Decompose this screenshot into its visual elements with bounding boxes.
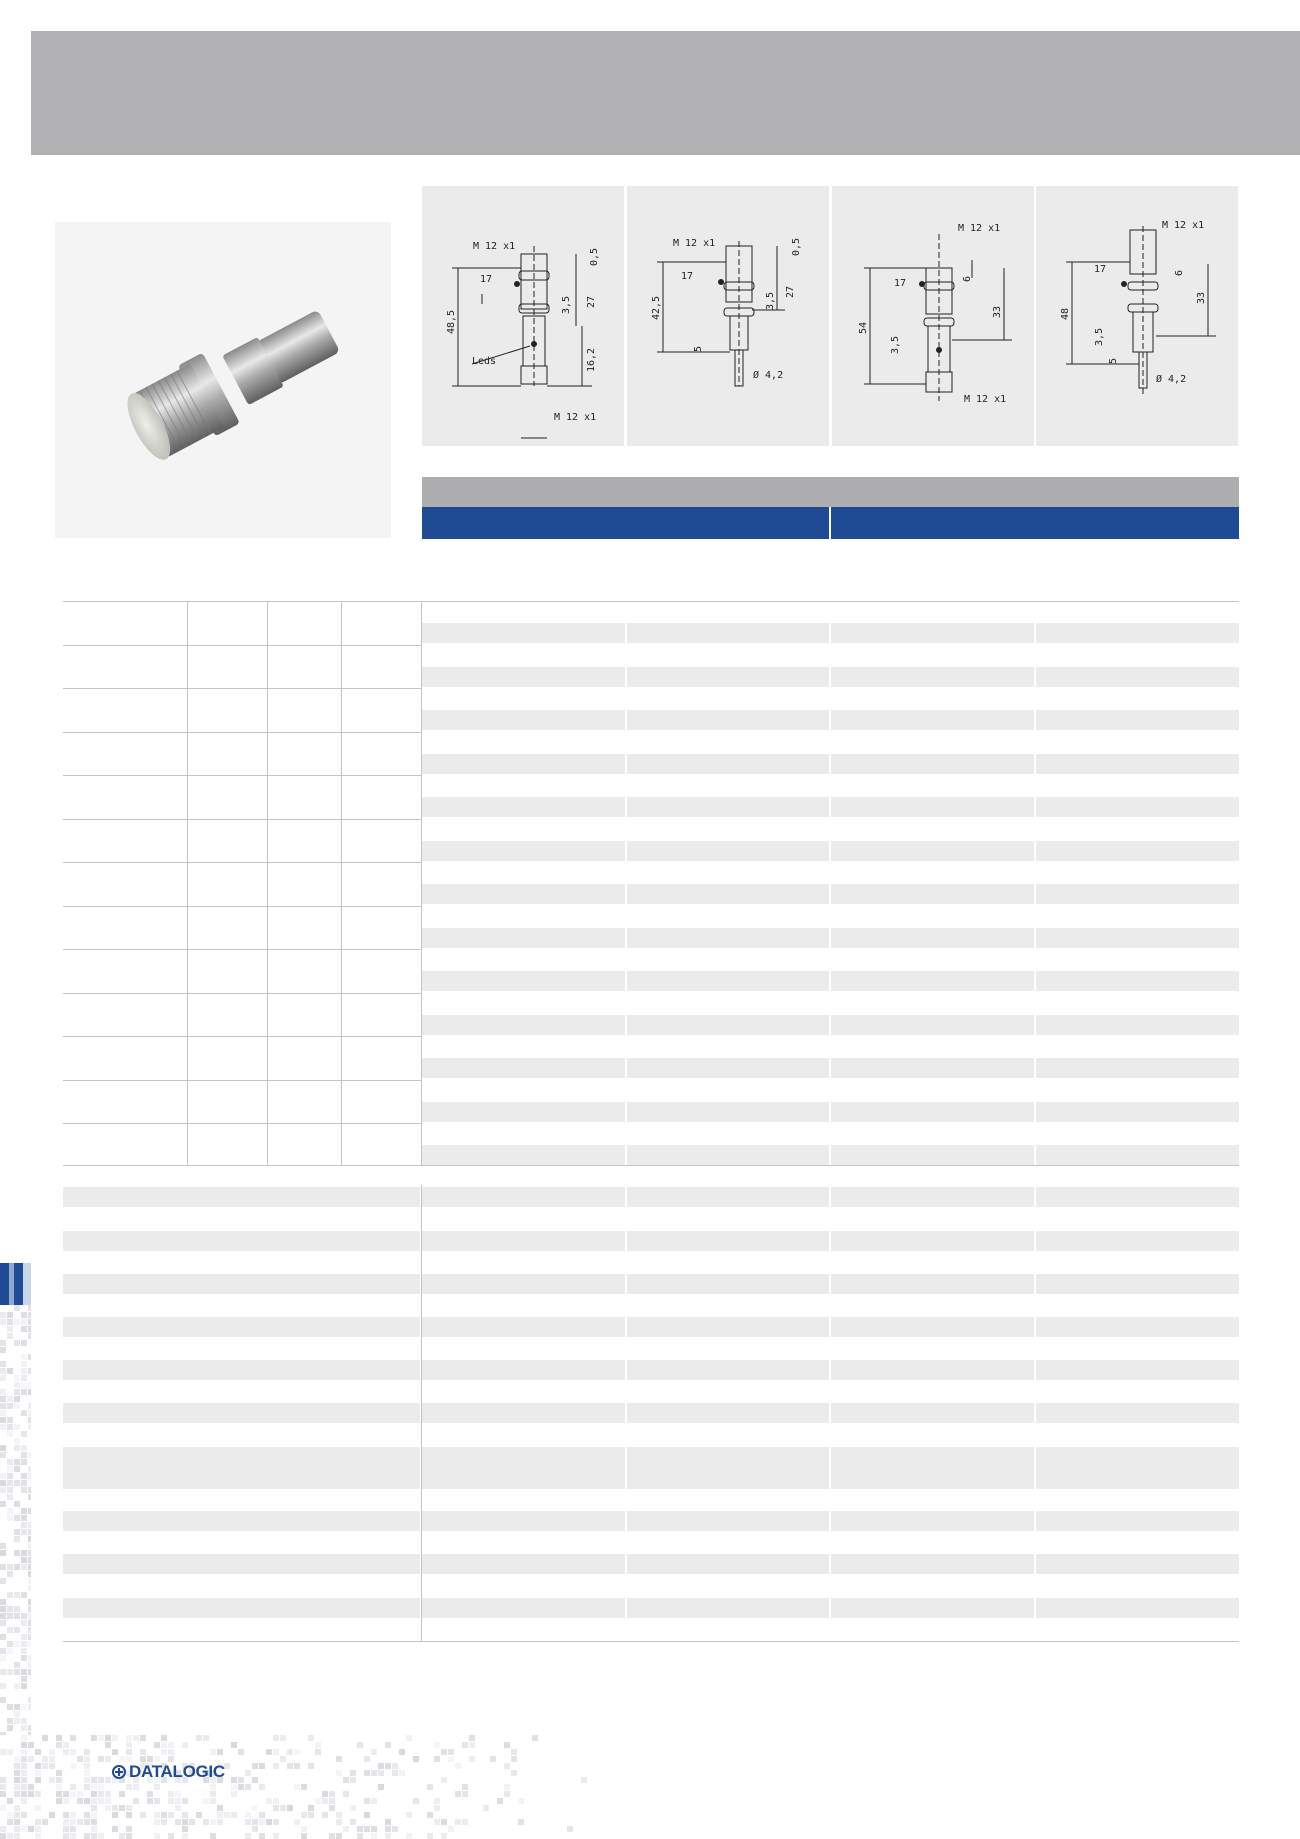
table-border-top: [63, 601, 1239, 602]
section-tab: [0, 1263, 31, 1305]
table-row: [422, 1317, 625, 1337]
table-row: [627, 1015, 829, 1035]
table-row: [831, 1187, 1034, 1207]
table-row: [831, 1360, 1034, 1380]
table-row: [627, 710, 829, 730]
table-row: [422, 1145, 625, 1165]
table-row: [627, 1447, 829, 1489]
table-row-divider: [63, 1036, 421, 1037]
table-row: [831, 1145, 1034, 1165]
dim-label: 6: [1174, 269, 1185, 276]
table-row: [627, 841, 829, 861]
table-row: [831, 928, 1034, 948]
table-row: [627, 1403, 829, 1423]
table-row: [422, 1598, 625, 1618]
table-row: [422, 1187, 625, 1207]
table-row: [1036, 667, 1239, 687]
table-row: [422, 1554, 625, 1574]
table-row: [1036, 1274, 1239, 1294]
table-row: [627, 1231, 829, 1251]
table-row-divider: [63, 949, 421, 950]
table-row-divider: [63, 819, 421, 820]
table-row: [422, 754, 625, 774]
header-band: [31, 31, 1300, 155]
table-row: [422, 884, 625, 904]
table-row: [831, 710, 1034, 730]
table-row-divider: [63, 775, 421, 776]
table-row: [422, 710, 625, 730]
table-row: [627, 797, 829, 817]
table-row: [831, 797, 1034, 817]
dim-label: 5: [1108, 357, 1119, 364]
dim-label: 3,5: [890, 335, 901, 354]
datalogic-mark-icon: [112, 1765, 126, 1779]
table-row: [831, 1231, 1034, 1251]
table-row: [63, 1360, 420, 1380]
table-row: [1036, 928, 1239, 948]
thread-bottom-label: M 12 x1: [554, 412, 597, 423]
table-row: [627, 1102, 829, 1122]
product-photo: [55, 222, 391, 538]
table-row: [1036, 623, 1239, 643]
table-row: [1036, 1231, 1239, 1251]
table-row: [63, 1231, 420, 1251]
table-row: [627, 623, 829, 643]
table-row: [422, 1015, 625, 1035]
dim-label: 54: [858, 321, 869, 334]
column-header-right: [831, 507, 1239, 539]
table-row: [422, 1102, 625, 1122]
thread-top-label: M 12 x1: [958, 223, 1001, 234]
table-row: [1036, 884, 1239, 904]
table-row: [627, 1187, 829, 1207]
table-row: [831, 1403, 1034, 1423]
dimension-drawing-4: [1036, 186, 1238, 446]
table-row: [831, 667, 1034, 687]
table-row: [63, 1598, 420, 1618]
table-row: [627, 754, 829, 774]
wrench-size-label: 17: [480, 274, 493, 285]
wrench-size-label: 17: [894, 278, 907, 289]
dim-label: 27: [586, 295, 597, 308]
table-row: [831, 1102, 1034, 1122]
dim-label: 0,5: [589, 247, 600, 266]
table-row: [1036, 1447, 1239, 1489]
table-row: [627, 1145, 829, 1165]
table-row-divider: [63, 645, 421, 646]
table-row: [422, 841, 625, 861]
table-row: [1036, 1317, 1239, 1337]
dimension-drawing-2: [627, 186, 829, 446]
column-group-header: [422, 477, 1239, 507]
dim-label: 16,2: [586, 347, 597, 372]
table-row: [422, 1231, 625, 1251]
decorative-pattern-footer: [0, 1735, 620, 1839]
dim-label: 5: [693, 345, 704, 352]
table-row: [1036, 1058, 1239, 1078]
wrench-size-label: 17: [681, 271, 694, 282]
table-row: [1036, 1145, 1239, 1165]
table-row: [627, 971, 829, 991]
dim-label: 42,5: [651, 295, 662, 320]
table-row: [422, 971, 625, 991]
dim-label: 6: [962, 275, 973, 282]
table-row: [831, 884, 1034, 904]
table-row: [422, 1511, 625, 1531]
table-row: [1036, 1360, 1239, 1380]
table-row: [831, 623, 1034, 643]
table-row: [1036, 1102, 1239, 1122]
dimension-drawing-1: [422, 186, 624, 446]
table-row: [627, 1058, 829, 1078]
datalogic-logo: [112, 1760, 225, 1784]
table-row: [831, 841, 1034, 861]
thread-bottom-label: M 12 x1: [964, 394, 1007, 405]
table-row: [63, 1403, 420, 1423]
table-row: [1036, 1598, 1239, 1618]
table-row: [1036, 1187, 1239, 1207]
table-row: [1036, 1511, 1239, 1531]
table-row: [1036, 797, 1239, 817]
table-row: [1036, 710, 1239, 730]
dim-label: 3,5: [1094, 327, 1105, 346]
table-row: [627, 928, 829, 948]
table-row: [831, 1058, 1034, 1078]
table-row: [422, 928, 625, 948]
table-row: [627, 1360, 829, 1380]
table-row: [831, 1447, 1034, 1489]
table-row-divider: [63, 1080, 421, 1081]
table-border-bottom: [63, 1641, 1239, 1642]
table-row: [63, 1447, 420, 1489]
table-row: [63, 1317, 420, 1337]
table-row: [627, 1317, 829, 1337]
table-row: [63, 1554, 420, 1574]
wrench-size-label: 17: [1094, 264, 1107, 275]
column-header-left: [422, 507, 829, 539]
table-row-divider: [63, 688, 421, 689]
table-row: [831, 1274, 1034, 1294]
table-row: [627, 1274, 829, 1294]
table-row: [422, 1447, 625, 1489]
table-row: [63, 1511, 420, 1531]
table-row: [831, 1317, 1034, 1337]
table-row: [627, 1511, 829, 1531]
brand-name: DATALOGIC: [129, 1762, 225, 1781]
table-row: [422, 1403, 625, 1423]
table-row: [627, 1598, 829, 1618]
table-row: [627, 667, 829, 687]
table-row: [831, 1511, 1034, 1531]
table-row: [422, 667, 625, 687]
table-border-bottom: [63, 1165, 1239, 1166]
table-row: [63, 1187, 420, 1207]
table-row: [831, 1554, 1034, 1574]
table-row: [422, 1274, 625, 1294]
table-row: [831, 1598, 1034, 1618]
dim-label: 3,5: [561, 295, 572, 314]
table-row: [1036, 1015, 1239, 1035]
table-row: [1036, 1403, 1239, 1423]
dim-label: 33: [992, 305, 1003, 318]
dimension-drawing-3: [832, 186, 1034, 446]
thread-top-label: M 12 x1: [1162, 220, 1205, 231]
cable-diameter-label: Ø 4,2: [1156, 374, 1187, 385]
table-row-divider: [63, 862, 421, 863]
table-row: [627, 884, 829, 904]
table-row: [627, 1554, 829, 1574]
dim-label: 48,5: [446, 309, 457, 334]
table-row: [1036, 971, 1239, 991]
table-row: [1036, 841, 1239, 861]
table-row-divider: [63, 1123, 421, 1124]
dim-label: 33: [1196, 291, 1207, 304]
table-row: [422, 1058, 625, 1078]
dim-label: 27: [785, 285, 796, 298]
thread-top-label: M 12 x1: [673, 238, 716, 249]
dim-label: 0,5: [791, 237, 802, 256]
dim-label: 3,5: [765, 291, 776, 310]
table-row: [422, 623, 625, 643]
table-row: [1036, 754, 1239, 774]
table-row: [831, 754, 1034, 774]
table-row: [1036, 1554, 1239, 1574]
dim-label: 48: [1060, 307, 1071, 320]
table-row: [63, 1274, 420, 1294]
table-row: [831, 1015, 1034, 1035]
decorative-pattern-side: [0, 1305, 31, 1735]
table-row-divider: [63, 732, 421, 733]
table-row: [831, 971, 1034, 991]
cable-diameter-label: Ø 4,2: [753, 370, 784, 381]
table-row-divider: [63, 993, 421, 994]
table-row-divider: [63, 906, 421, 907]
thread-top-label: M 12 x1: [473, 241, 516, 252]
table-row: [422, 1360, 625, 1380]
table-row: [422, 797, 625, 817]
leds-label: Leds: [472, 356, 497, 367]
